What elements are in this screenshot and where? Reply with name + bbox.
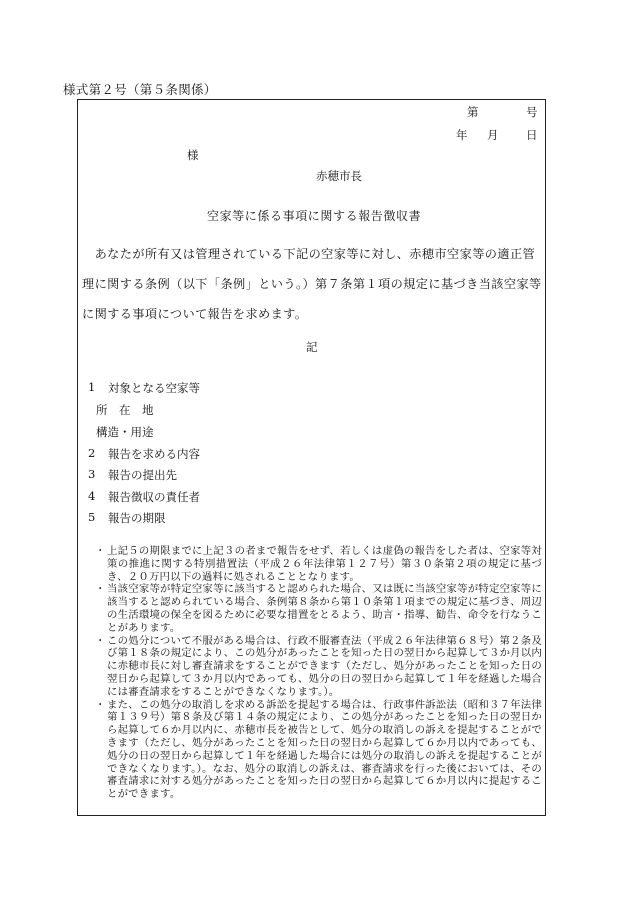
note-item [95,583,542,634]
addressee-suffix: 様 [187,148,199,162]
item-number-2: 2 [88,446,96,460]
date-day-label: 日 [526,128,538,142]
body-paragraph: あなたが所有又は管理されている下記の空家等に対し、赤穂市空家等の適正管理に関する条例（以下「条例」という。）第７条第１項の規定に基づき当該空家等に関する事項について報告を求めます。 [82,247,542,321]
note-text: 上記５の期限までに上記３の者まで報告をせず、若しくは虚偽の報告をした者は、空家等対策の推進に関する特別措置法（平成２６年法律第１２７号）第３０条第２項の規定に基づき、２０万円以下の過料に処されることとなります。 [107,545,542,583]
document-number-prefix: 第 [467,105,479,119]
item-label-responsible: 報告徴収の責任者 [108,490,200,504]
note-text: また、この処分の取消しを求める訴訟を提起する場合は、行政事件訴訟法（昭和３７年法律第１３９号）第８条及び第１４条の規定により、この処分があったことを知った日の翌日から起算して６か月以内に、赤穂市長を被告として、処分の取消しの訴えを提起することができます（ただし、処分があったことを知った日の翌日から起算して６か月以内であっても、処分の日の翌日から起算して１年を経過した場合には処分の取消しの訴えを提起することができなくなります。）。なお、処分の取消しの訴えは、審査請求を行った後においては、その審査請求に対する処分があったことを知った日の翌日から起算して６か月以内に提起することができます。 [107,698,542,801]
note-bullet: ・ [95,634,106,647]
notes-section [95,545,542,801]
item-label-location: 所 在 地 [96,403,154,417]
note-text: 当該空家等が特定空家等に該当すると認められた場合、又は既に当該空家等が特定空家等に該当すると認められている場合、条例第８条から第１０条第１項までの規定に基づき、周辺の生活環境の保全を図るために必要な措置をとるよう、助言・指導、勧告、命令を行なうことがあります。 [107,583,542,634]
note-item [95,545,542,583]
note-text: この処分について不服がある場合は、行政不服審査法（平成２６年法律第６８号）第２条及び第１８条の規定により、この処分があったことを知った日の翌日から起算して３か月以内に赤穂市長に対し審査請求をすることができます（ただし、処分があったことを知った日の翌日から起算して３か月以内であっても、処分の日の翌日から起算して１年を経過した場合には審査請求をすることができなくなります。）。 [107,634,542,698]
note-bullet: ・ [95,698,106,711]
date-month-label: 月 [487,128,499,142]
note-bullet: ・ [95,545,106,557]
item-number-5: 5 [88,510,96,524]
note-item [95,635,542,699]
issuer-name: 赤穂市長 [316,169,362,183]
date-year-label: 年 [456,128,468,142]
item-label-structure: 構造・用途 [96,425,154,439]
item-number-3: 3 [88,467,96,481]
item-label-target: 対象となる空家等 [108,381,200,395]
item-number-1: 1 [88,380,96,394]
item-label-destination: 報告の提出先 [108,468,177,482]
document-title: 空家等に係る事項に関する報告徴収書 [207,209,422,223]
form-number-label: 様式第２号（第５条関係） [63,82,217,97]
item-label-deadline: 報告の期限 [108,511,166,525]
document-number-suffix: 号 [526,105,538,119]
item-number-4: 4 [88,489,96,503]
note-bullet: ・ [95,583,106,596]
note-item [95,699,542,801]
ki-heading: 記 [306,340,318,354]
item-label-content: 報告を求める内容 [108,447,200,461]
